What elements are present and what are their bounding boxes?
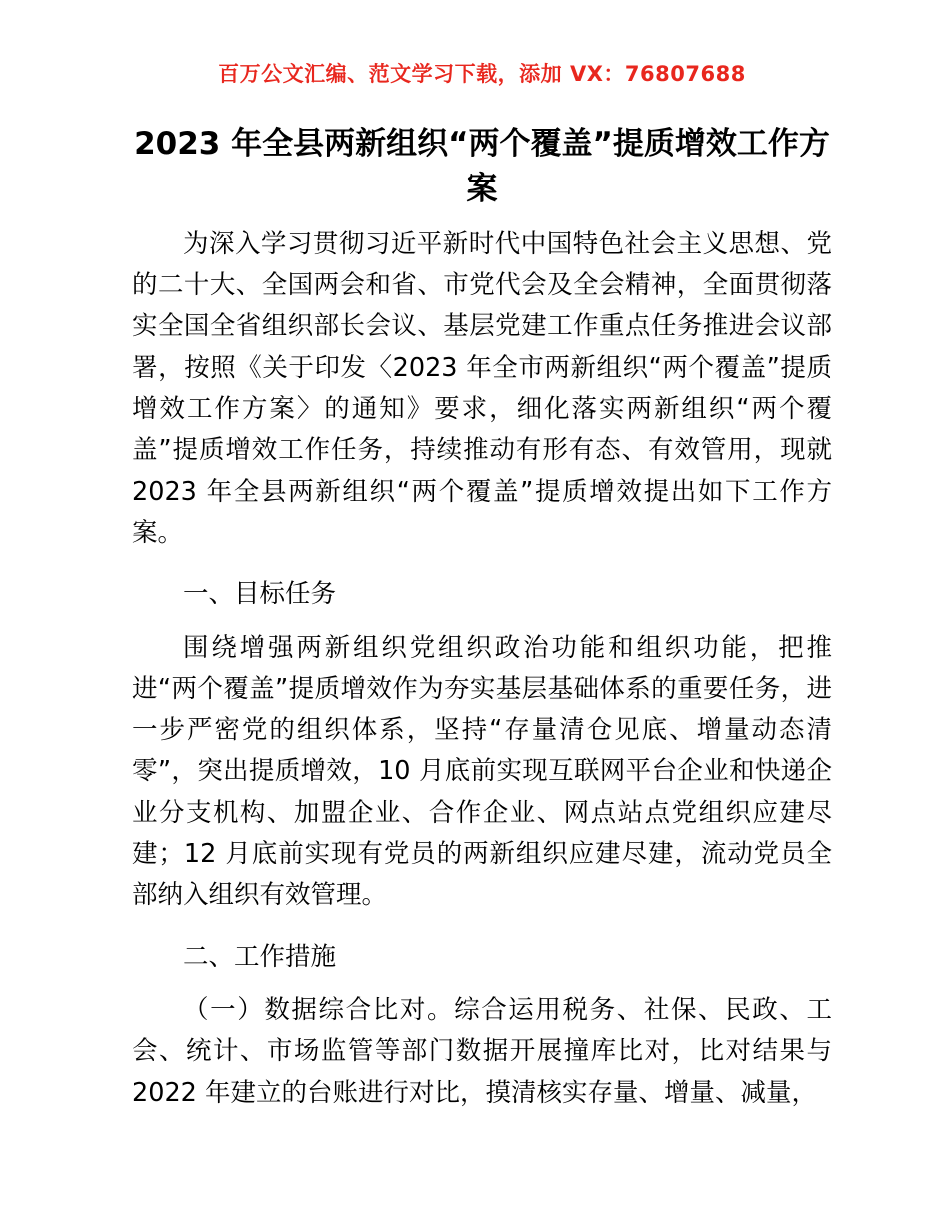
paragraph-measure-1: （一）数据综合比对。综合运用税务、社保、民政、工会、统计、市场监管等部门数据开展撞库比对，比对结果与 2022 年建立的台账进行对比，摸清核实存量、增量、减量， bbox=[132, 994, 832, 1108]
page-title: 2023 年全县两新组织“两个覆盖”提质增效工作方案 bbox=[134, 126, 830, 207]
paragraph-intro: 为深入学习贯彻习近平新时代中国特色社会主义思想、党的二十大、全国两会和省、市党代会及全会精神，全面贯彻落实全国全省组织部长会议、基层党建工作重点任务推进会议部署，按照《关于印发〈2023 年全市两新组织“两个覆盖”提质增效工作方案〉的通知》要求，细化落实两新组织“两个覆盖”提质增效工作任务，持续推动有形有态、有效管用，现就 2023 年全县两新组织“两个覆盖”提质增效提出如下工作方案。 bbox=[132, 228, 832, 548]
section-heading-1: 一、目标任务 bbox=[183, 579, 337, 610]
section-heading-2: 二、工作措施 bbox=[183, 941, 337, 972]
paragraph-goals: 围绕增强两新组织党组织政治功能和组织功能，把推进“两个覆盖”提质增效作为夯实基层基础体系的重要任务，进一步严密党的组织体系，坚持“存量清仓见底、增量动态清零”，突出提质增效，10 月底前实现互联网平台企业和快递企业分支机构、加盟企业、合作企业、网点站点党组织应建尽建；12 月底前实现有党员的两新组织应建尽建，流动党员全部纳入组织有效管理。 bbox=[132, 632, 832, 911]
watermark-banner: 百万公文汇编、范文学习下载，添加 VX：76807688 bbox=[218, 62, 746, 86]
